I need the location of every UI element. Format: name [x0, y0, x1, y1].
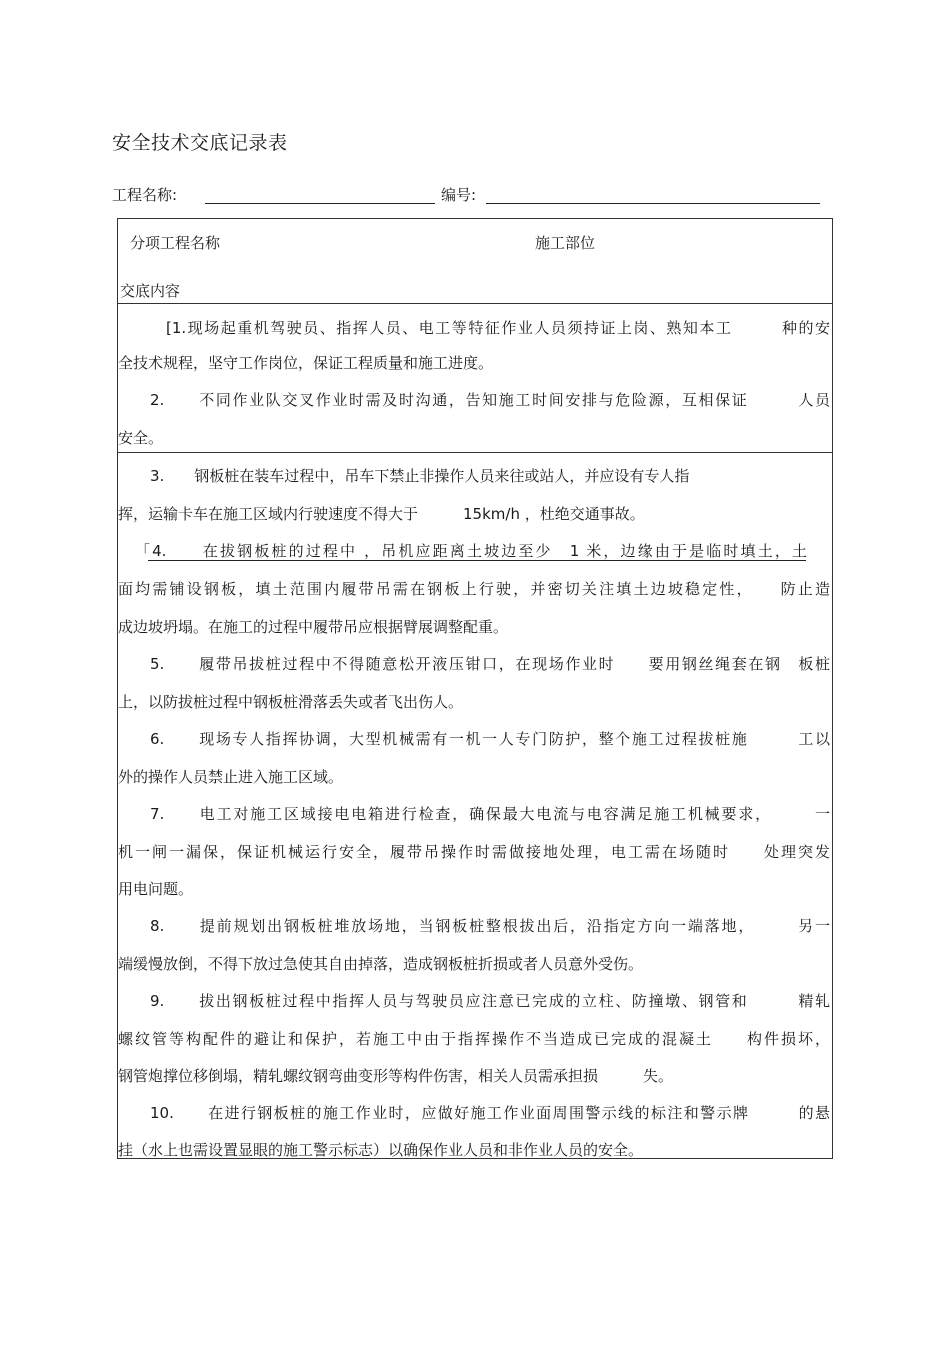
content-line: 外的操作人员禁止进入施工区域。 [118, 768, 344, 786]
content-line: 挥，运输卡车在施工区域内行驶速度不得大于 15km/h ，杜绝交通事故。 [118, 505, 645, 523]
page-title: 安全技术交底记录表 [112, 132, 288, 154]
content-line: 螺纹管等构配件的避让和保护，若施工中由于指挥操作不当造成已完成的混凝土 构件损坏， [118, 1030, 830, 1048]
content-line: 8. 提前规划出钢板桩堆放场地，当钢板桩整根拔出后，沿指定方向一端落地， 另一 [150, 917, 830, 935]
content-line: 机一闸一漏保，保证机械运行安全，履带吊操作时需做接地处理，电工需在场随时 处理突发 [118, 843, 830, 861]
sub-project-label: 分项工程名称 [130, 234, 221, 252]
content-line: 「4. 在拔钢板桩的过程中 ，吊机应距离土坡边至少 1 米，边缘由于是临时填土，土 [135, 542, 807, 560]
project-name-field[interactable] [205, 203, 435, 204]
content-line: 安全。 [118, 429, 164, 447]
content-line: 用电问题。 [118, 880, 194, 898]
content-line: 2. 不同作业队交叉作业时需及时沟通，告知施工时间安排与危险源，互相保证 人员 [150, 391, 830, 409]
content-line: 挂（水上也需设置显眼的施工警示标志）以确保作业人员和非作业人员的安全。 [118, 1141, 644, 1159]
location-label: 施工部位 [535, 234, 596, 252]
content-line: [1.现场起重机驾驶员、指挥人员、电工等特征作业人员须持证上岗、熟知本工 种的安 [166, 319, 830, 337]
code-field[interactable] [486, 203, 820, 204]
content-line: 5. 履带吊拔桩过程中不得随意松开液压钳口，在现场作业时 要用钢丝绳套在钢 板桩 [150, 655, 830, 673]
project-name-label: 工程名称: [112, 186, 178, 204]
content-line: 10. 在进行钢板桩的施工作业时，应做好施工作业面周围警示线的标注和警示牌 的悬 [150, 1104, 830, 1122]
content-line: 成边坡坍塌。在施工的过程中履带吊应根据臂展调整配重。 [118, 618, 509, 636]
content-line: 端缓慢放倒，不得下放过急使其自由掉落，造成钢板桩折损或者人员意外受伤。 [118, 955, 644, 973]
content-line: 全技术规程，坚守工作岗位，保证工程质量和施工进度。 [118, 354, 494, 372]
content-line: 9. 拔出钢板桩过程中指挥人员与驾驶员应注意已完成的立柱、防撞墩、钢管和 精轧 [150, 992, 830, 1010]
info-box [117, 218, 833, 304]
content-line: 面均需铺设钢板，填土范围内履带吊需在钢板上行驶，并密切关注填土边坡稳定性， 防止造 [118, 580, 830, 598]
content-line: 上，以防拔桩过程中钢板桩滑落丢失或者飞出伤人。 [118, 693, 464, 711]
content-line: 钢管炮撑位移倒塌，精轧螺纹钢弯曲变形等构件伤害，相关人员需承担损 失。 [118, 1067, 674, 1085]
content-line: 3. 钢板桩在装车过程中，吊车下禁止非操作人员来往或站人，并应设有专人指 [150, 467, 690, 485]
content-line: 6. 现场专人指挥协调，大型机械需有一机一人专门防护，整个施工过程拔桩施 工以 [150, 730, 830, 748]
content-line: 7. 电工对施工区域接电电箱进行检查，确保最大电流与电容满足施工机械要求， 一 [150, 805, 830, 823]
code-label: 编号: [441, 186, 477, 204]
content-label: 交底内容 [120, 282, 181, 300]
